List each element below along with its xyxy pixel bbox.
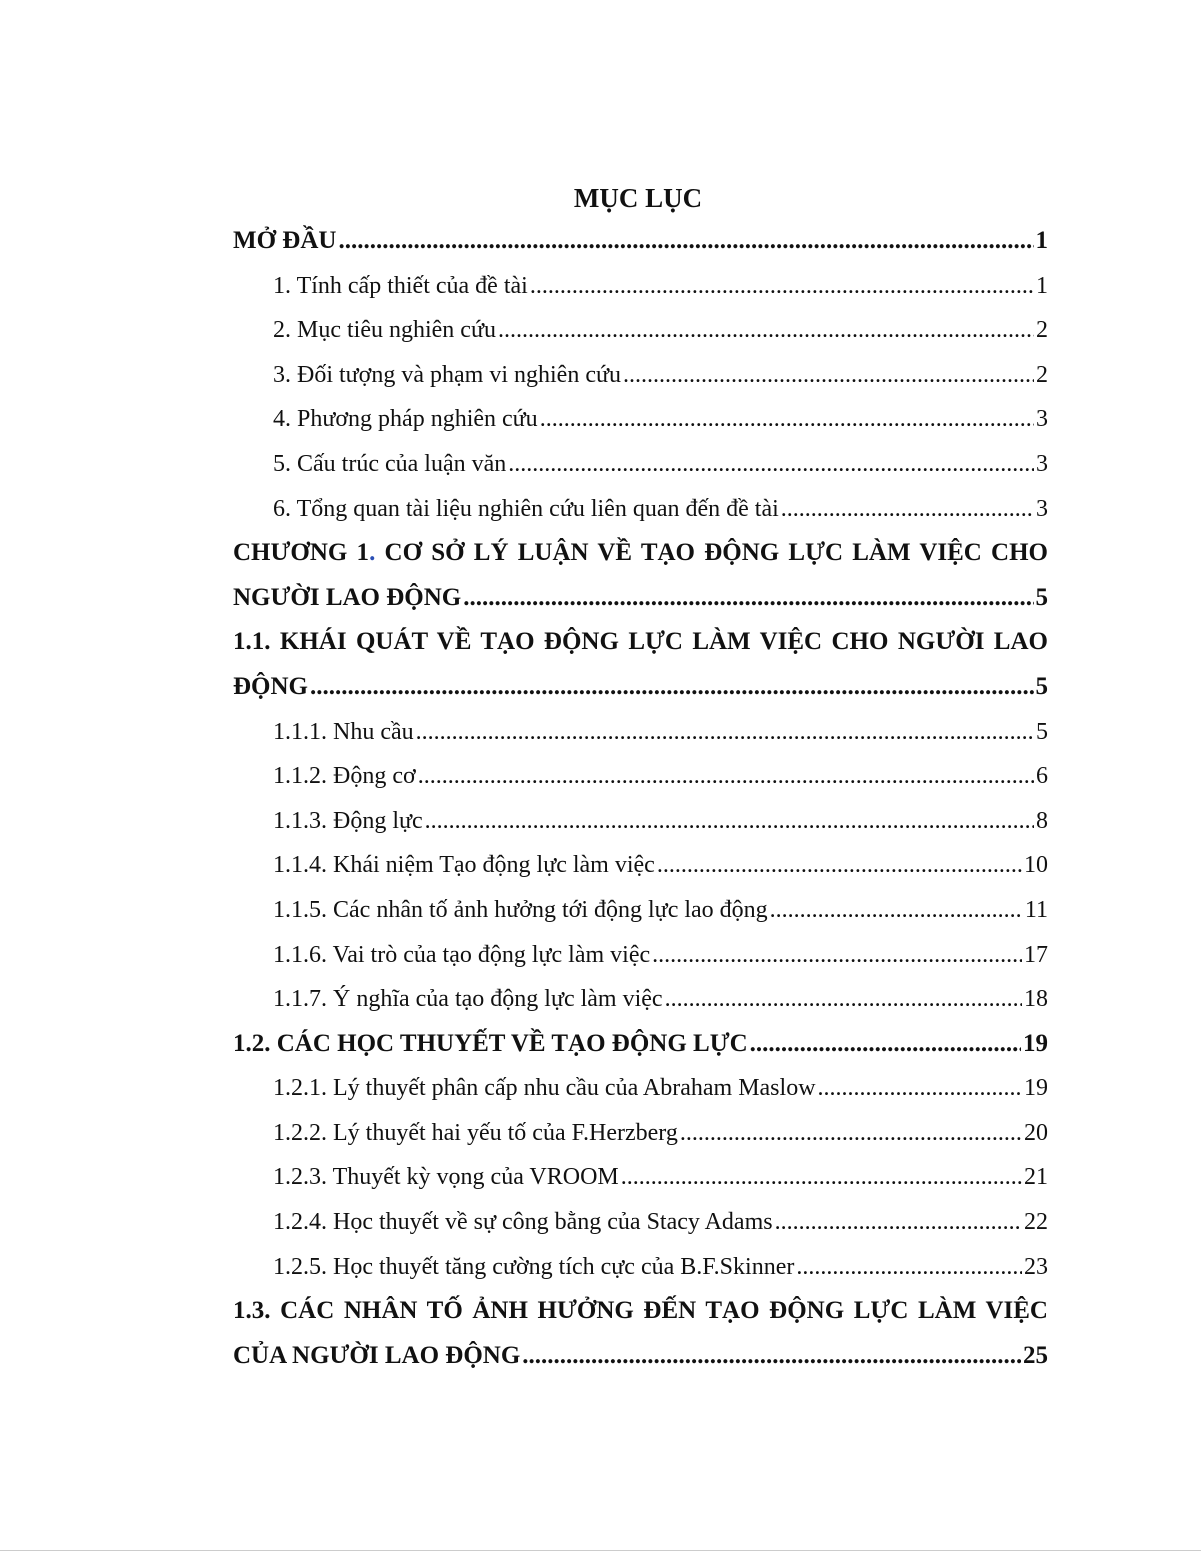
toc-entry-page: 1 — [1035, 227, 1048, 254]
dot-leader — [463, 576, 1033, 621]
toc-entry-1-2-1[interactable] — [233, 1066, 1048, 1111]
dot-leader — [310, 665, 1034, 710]
toc-entry-mo-dau[interactable] — [233, 219, 1048, 264]
chapter-number: CHƯƠNG 1 — [233, 539, 370, 567]
table-of-contents — [233, 219, 1048, 1378]
toc-entry-1-2-3[interactable] — [233, 1155, 1048, 1200]
toc-entry-page: 23 — [1024, 1253, 1048, 1280]
dot-leader — [770, 888, 1023, 933]
toc-entry-page: 5 — [1035, 672, 1048, 700]
toc-entry-1-3-line1[interactable]: 1.3. CÁC NHÂN TỐ ẢNH HƯỞNG ĐẾN TẠO ĐỘNG LỰC LÀM VIỆC — [233, 1297, 1048, 1325]
dot-leader — [657, 843, 1022, 888]
toc-entry-label: 3. Đối tượng và phạm vi nghiên cứu — [273, 361, 621, 388]
toc-entry-page: 19 — [1024, 1075, 1048, 1102]
toc-entry-1-1-1[interactable] — [233, 710, 1048, 755]
toc-entry-page: 22 — [1024, 1209, 1048, 1236]
toc-entry-4[interactable] — [233, 397, 1048, 442]
toc-entry-page: 3 — [1036, 406, 1048, 433]
toc-entry-label: 2. Mục tiêu nghiên cứu — [273, 317, 496, 344]
toc-entry-label: 1.1.5. Các nhân tố ảnh hưởng tới động lực lao động — [273, 896, 768, 923]
toc-entry-page: 2 — [1036, 317, 1048, 344]
page-title: MỤC LỤC — [573, 183, 703, 213]
dot-leader — [781, 487, 1034, 532]
toc-entry-page: 6 — [1036, 763, 1048, 790]
dot-leader — [540, 397, 1034, 442]
dot-leader — [508, 442, 1034, 487]
toc-entry-label: 1.1.1. Nhu cầu — [273, 718, 414, 745]
dot-leader — [796, 1245, 1022, 1290]
toc-entry-label: 1.2.3. Thuyết kỳ vọng của VROOM — [273, 1164, 619, 1191]
toc-entry-label: CỦA NGƯỜI LAO ĐỘNG — [233, 1341, 521, 1369]
toc-entry-1-2[interactable] — [233, 1022, 1048, 1067]
toc-entry-label: 1.1.2. Động cơ — [273, 763, 416, 790]
toc-entry-page: 11 — [1024, 896, 1048, 923]
toc-entry-label: 6. Tổng quan tài liệu nghiên cứu liên quan đến đề tài — [273, 495, 779, 522]
dot-leader — [338, 219, 1033, 264]
toc-entry-1-3-line2[interactable] — [233, 1334, 1048, 1379]
toc-entry-page: 10 — [1024, 852, 1048, 879]
toc-entry-label: 1.2.5. Học thuyết tăng cường tích cực của B.F.Skinner — [273, 1253, 795, 1280]
dot-leader — [530, 264, 1034, 309]
toc-entry-1-1-line2[interactable] — [233, 665, 1048, 710]
toc-entry-label: 1.2.1. Lý thuyết phân cấp nhu cầu của Abraham Maslow — [273, 1075, 816, 1102]
dot-leader — [652, 933, 1022, 978]
toc-entry-page: 1 — [1036, 272, 1048, 299]
toc-entry-page: 8 — [1036, 807, 1048, 834]
toc-entry-1-2-2[interactable] — [233, 1111, 1048, 1156]
toc-entry-2[interactable] — [233, 308, 1048, 353]
dot-leader — [623, 353, 1034, 398]
dot-leader — [665, 977, 1022, 1022]
dot-leader — [522, 1334, 1021, 1379]
toc-entry-3[interactable] — [233, 353, 1048, 398]
toc-entry-page: 18 — [1024, 986, 1048, 1013]
toc-entry-1-1-2[interactable] — [233, 754, 1048, 799]
dot-leader — [621, 1155, 1022, 1200]
dot-leader — [775, 1200, 1022, 1245]
dot-leader — [498, 308, 1034, 353]
chapter-title: CƠ SỞ LÝ LUẬN VỀ TẠO ĐỘNG LỰC LÀM VIỆC CHO — [375, 539, 1049, 567]
toc-entry-page: 25 — [1023, 1341, 1048, 1369]
toc-entry-label: 1.2.2. Lý thuyết hai yếu tố của F.Herzberg — [273, 1119, 678, 1146]
dot-leader — [818, 1066, 1022, 1111]
toc-entry-page: 5 — [1035, 583, 1048, 611]
toc-entry-1-1-line1[interactable]: 1.1. KHÁI QUÁT VỀ TẠO ĐỘNG LỰC LÀM VIỆC CHO NGƯỜI LAO — [233, 628, 1048, 656]
toc-entry-page: 20 — [1024, 1119, 1048, 1146]
toc-entry-5[interactable] — [233, 442, 1048, 487]
dot-leader — [416, 710, 1034, 755]
toc-entry-page: 19 — [1023, 1029, 1048, 1057]
toc-entry-chapter-1-line1[interactable] — [233, 531, 1048, 576]
toc-entry-1-1-3[interactable] — [233, 799, 1048, 844]
dot-leader — [750, 1022, 1021, 1067]
toc-entry-1-1-4[interactable] — [233, 843, 1048, 888]
toc-entry-1[interactable] — [233, 264, 1048, 309]
toc-entry-label: NGƯỜI LAO ĐỘNG — [233, 583, 462, 611]
dot-leader — [680, 1111, 1022, 1156]
toc-entry-label: 4. Phương pháp nghiên cứu — [273, 406, 538, 433]
toc-entry-1-2-4[interactable] — [233, 1200, 1048, 1245]
page-bottom-edge — [0, 1550, 1201, 1551]
toc-entry-page: 3 — [1036, 495, 1048, 522]
toc-entry-label: 1.2.4. Học thuyết về sự công bằng của Stacy Adams — [273, 1209, 773, 1236]
chapter-dot: . — [369, 539, 376, 567]
toc-entry-1-1-6[interactable] — [233, 933, 1048, 978]
toc-entry-label: MỞ ĐẦU — [233, 227, 337, 254]
toc-entry-1-1-7[interactable] — [233, 977, 1048, 1022]
toc-entry-page: 3 — [1036, 450, 1048, 477]
toc-entry-1-2-5[interactable] — [233, 1245, 1048, 1290]
toc-entry-page: 21 — [1024, 1164, 1048, 1191]
dot-leader — [418, 754, 1034, 799]
dot-leader — [425, 799, 1034, 844]
toc-entry-label: 1.1.7. Ý nghĩa của tạo động lực làm việc — [273, 986, 663, 1013]
toc-entry-page: 5 — [1036, 718, 1048, 745]
toc-entry-1-1-5[interactable] — [233, 888, 1048, 933]
toc-entry-label: 1.1.3. Động lực — [273, 807, 423, 834]
toc-entry-label: 1.1.4. Khái niệm Tạo động lực làm việc — [273, 852, 655, 879]
toc-entry-chapter-1-line2[interactable] — [233, 576, 1048, 621]
toc-entry-6[interactable] — [233, 487, 1048, 532]
toc-entry-label: 1.1.6. Vai trò của tạo động lực làm việc — [273, 941, 651, 968]
toc-entry-page: 2 — [1036, 361, 1048, 388]
toc-entry-label: 1.2. CÁC HỌC THUYẾT VỀ TẠO ĐỘNG LỰC — [233, 1029, 748, 1057]
toc-entry-page: 17 — [1024, 941, 1048, 968]
toc-entry-label: 1. Tính cấp thiết của đề tài — [273, 272, 528, 299]
toc-entry-label: ĐỘNG — [233, 672, 308, 700]
toc-entry-label: 5. Cấu trúc của luận văn — [273, 450, 507, 477]
